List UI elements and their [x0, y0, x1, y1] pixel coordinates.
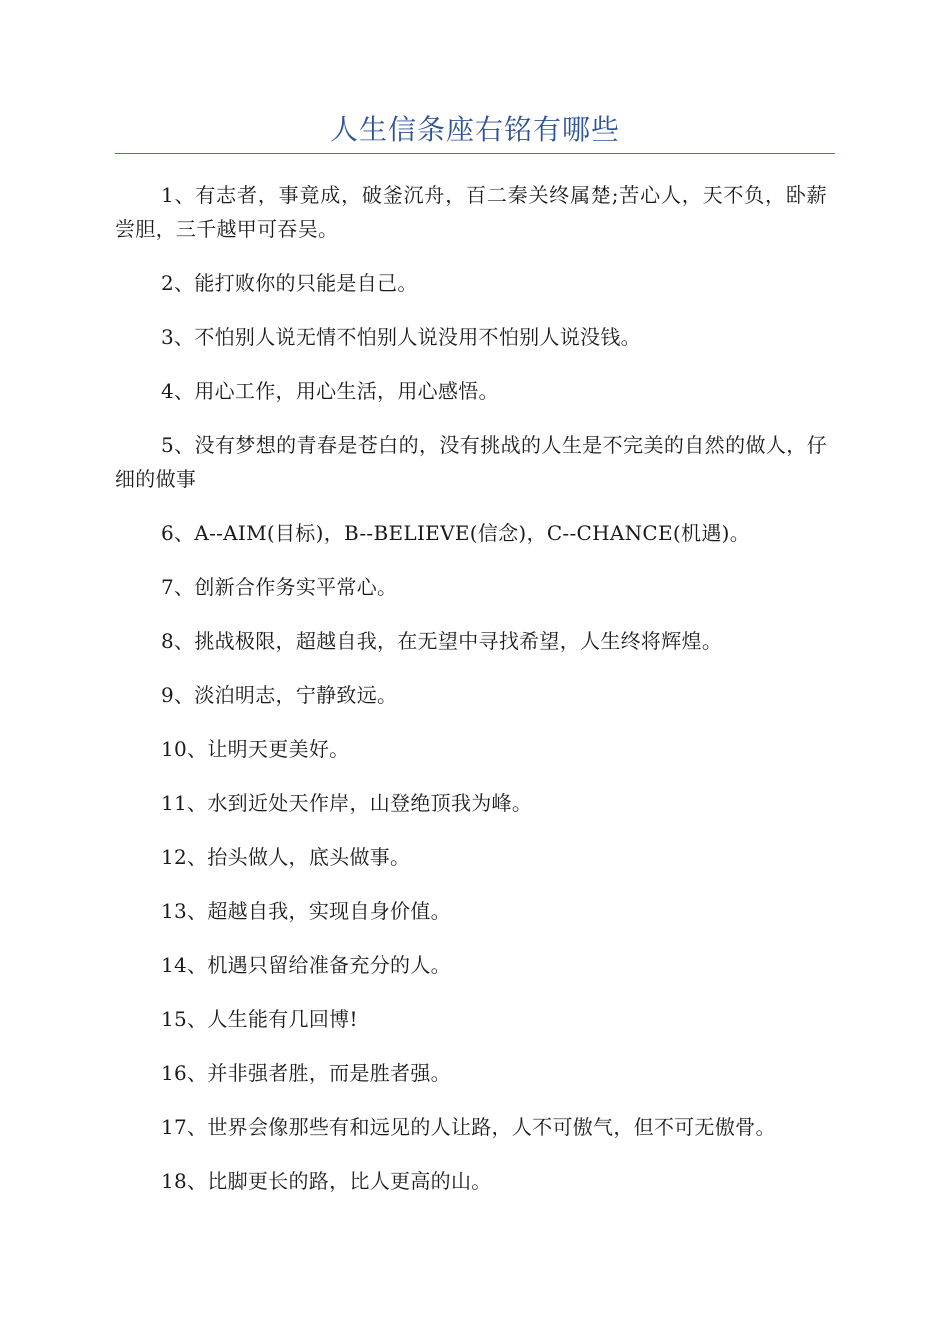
list-item: 4、用心工作，用心生活，用心感悟。: [161, 379, 499, 403]
list-item: 18、比脚更长的路，比人更高的山。: [161, 1169, 492, 1193]
list-item: 6、A--AIM(目标)，B--BELIEVE(信念)，C--CHANCE(机遇)。: [161, 521, 751, 545]
list-item: 8、挑战极限，超越自我，在无望中寻找希望，人生终将辉煌。: [161, 629, 723, 653]
list-item: 1、有志者，事竟成，破釜沉舟，百二秦关终属楚;苦心人，天不负，卧薪尝胆，三千越甲可吞吴。: [115, 183, 827, 241]
list-item: 13、超越自我，实现自身价值。: [161, 899, 451, 923]
list-item: 10、让明天更美好。: [161, 737, 350, 761]
list-item: 2、能打败你的只能是自己。: [161, 271, 418, 295]
list-item: 12、抬头做人，底头做事。: [161, 845, 411, 869]
list-item: 14、机遇只留给准备充分的人。: [161, 953, 451, 977]
list-item: 16、并非强者胜，而是胜者强。: [161, 1061, 451, 1085]
list-item: 17、世界会像那些有和远见的人让路，人不可傲气，但不可无傲骨。: [161, 1115, 776, 1139]
document-body: [115, 178, 827, 1218]
document-title: 人生信条座右铭有哪些: [329, 113, 620, 146]
list-item: 15、人生能有几回博!: [161, 1007, 358, 1031]
list-item: 11、水到近处天作岸，山登绝顶我为峰。: [161, 791, 533, 815]
list-item: 7、创新合作务实平常心。: [161, 575, 398, 599]
list-item: 5、没有梦想的青春是苍白的，没有挑战的人生是不完美的自然的做人，仔细的做事: [115, 433, 827, 491]
title-underline: [115, 153, 835, 154]
list-item: 3、不怕别人说无情不怕别人说没用不怕别人说没钱。: [161, 325, 641, 349]
list-item: 9、淡泊明志，宁静致远。: [161, 683, 398, 707]
